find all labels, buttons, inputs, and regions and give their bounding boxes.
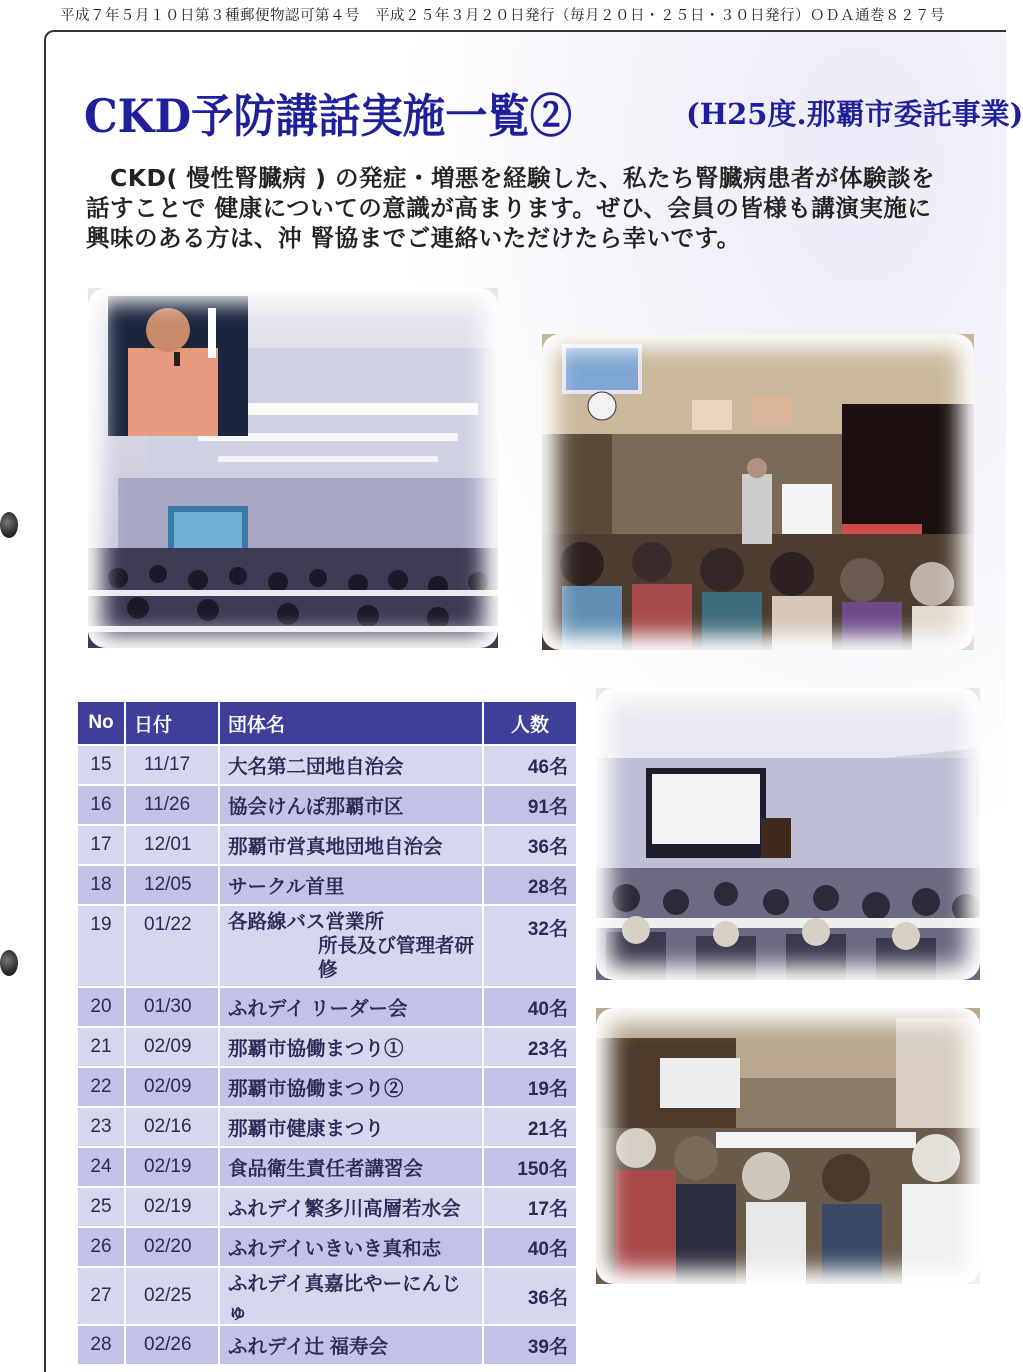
cell-date: 02/09 xyxy=(125,1027,219,1067)
page-title xyxy=(84,80,1023,150)
cell-count: 91名 xyxy=(483,785,577,825)
cell-no: 25 xyxy=(77,1187,125,1227)
lecture-hall-illustration xyxy=(88,288,498,648)
header-date: 日付 xyxy=(125,701,219,745)
header-org: 団体名 xyxy=(219,701,483,745)
postal-header: 平成７年５月１０日第３種郵便物認可第４号 平成２５年３月２０日発行（毎月２０日・２５日・３０日発行）ＯＤＡ通巻８２７号 xyxy=(60,8,945,24)
cell-count: 23名 xyxy=(483,1027,577,1067)
cell-no: 28 xyxy=(77,1325,125,1365)
cell-date: 02/19 xyxy=(125,1147,219,1187)
cell-date: 02/25 xyxy=(125,1267,219,1325)
cell-org: ふれデイ辻 福寿会 xyxy=(219,1325,483,1365)
cell-org: ふれデイ真嘉比やーにんじゅ xyxy=(219,1267,483,1325)
cell-no: 24 xyxy=(77,1147,125,1187)
meeting-hall-illustration xyxy=(596,688,980,980)
binder-hole-top xyxy=(0,512,18,538)
cell-date: 12/01 xyxy=(125,825,219,865)
cell-date: 02/26 xyxy=(125,1325,219,1365)
cell-no: 27 xyxy=(77,1267,125,1325)
cell-no: 21 xyxy=(77,1027,125,1067)
cell-no: 23 xyxy=(77,1107,125,1147)
cell-org: 那覇市協働まつり① xyxy=(219,1027,483,1067)
header-no: No xyxy=(77,701,125,745)
title-sub: (H25度.那覇市委託事業) xyxy=(686,97,1023,131)
cell-no: 16 xyxy=(77,785,125,825)
cell-no: 19 xyxy=(77,905,125,987)
cell-org: 協会けんぽ那覇市区 xyxy=(219,785,483,825)
intro-line: CKD( 慢性腎臓病 ) の発症・増悪を経験した、私たち腎臓病患者が体験談を xyxy=(86,164,935,192)
cell-date: 12/05 xyxy=(125,865,219,905)
table-row xyxy=(77,1027,577,1067)
cell-date: 11/26 xyxy=(125,785,219,825)
table-row xyxy=(77,905,577,987)
cell-org: 食品衛生責任者講習会 xyxy=(219,1147,483,1187)
table-row xyxy=(77,1147,577,1187)
table-row xyxy=(77,1227,577,1267)
photo-community-room xyxy=(542,334,974,650)
cell-org xyxy=(219,905,483,987)
cell-org: 那覇市営真地団地自治会 xyxy=(219,825,483,865)
cell-date: 01/22 xyxy=(125,905,219,987)
table-row xyxy=(77,1187,577,1227)
cell-no: 20 xyxy=(77,987,125,1027)
lecture-table xyxy=(76,700,578,1366)
cell-date: 02/19 xyxy=(125,1187,219,1227)
cell-org: ふれデイ繁多川高層若水会 xyxy=(219,1187,483,1227)
cell-org-line2: 所長及び管理者研修 xyxy=(318,935,475,981)
cell-count: 150名 xyxy=(483,1147,577,1187)
cell-date: 02/09 xyxy=(125,1067,219,1107)
cell-org: ふれデイ リーダー会 xyxy=(219,987,483,1027)
cell-no: 15 xyxy=(77,745,125,785)
table-row xyxy=(77,1325,577,1365)
cell-org: 那覇市協働まつり② xyxy=(219,1067,483,1107)
cell-no: 18 xyxy=(77,865,125,905)
cell-count: 32名 xyxy=(483,905,577,987)
intro-text xyxy=(86,163,966,253)
cell-date: 01/30 xyxy=(125,987,219,1027)
table-row xyxy=(77,987,577,1027)
intro-line: 興味のある方は、沖 腎協までご連絡いただけたら幸いです。 xyxy=(86,224,741,252)
cell-count: 21名 xyxy=(483,1107,577,1147)
cell-count: 36名 xyxy=(483,825,577,865)
photo-lecture-hall xyxy=(88,288,498,648)
cell-count: 19名 xyxy=(483,1067,577,1107)
community-room-illustration xyxy=(542,334,974,650)
photo-meeting-hall xyxy=(596,688,980,980)
cell-no: 17 xyxy=(77,825,125,865)
intro-line: 話すことで 健康についての意識が高まります。ぜひ、会員の皆様も講演実施に xyxy=(86,194,932,222)
photo-community-center xyxy=(596,1008,980,1284)
community-center-illustration xyxy=(596,1008,980,1284)
cell-org: サークル首里 xyxy=(219,865,483,905)
table-row xyxy=(77,1107,577,1147)
cell-count: 40名 xyxy=(483,987,577,1027)
table-row xyxy=(77,1267,577,1325)
cell-org: 大名第二団地自治会 xyxy=(219,745,483,785)
cell-date: 11/17 xyxy=(125,745,219,785)
table-row xyxy=(77,825,577,865)
cell-count: 36名 xyxy=(483,1267,577,1325)
cell-count: 17名 xyxy=(483,1187,577,1227)
table-header-row xyxy=(77,701,577,745)
cell-no: 22 xyxy=(77,1067,125,1107)
cell-date: 02/16 xyxy=(125,1107,219,1147)
table-row xyxy=(77,745,577,785)
cell-count: 46名 xyxy=(483,745,577,785)
binder-hole-bottom xyxy=(0,950,18,976)
cell-org: 那覇市健康まつり xyxy=(219,1107,483,1147)
cell-count: 28名 xyxy=(483,865,577,905)
cell-date: 02/20 xyxy=(125,1227,219,1267)
header-count: 人数 xyxy=(483,701,577,745)
cell-org-line1: 各路線バス営業所 xyxy=(228,911,385,933)
cell-org: ふれデイいきいき真和志 xyxy=(219,1227,483,1267)
table-row xyxy=(77,785,577,825)
cell-count: 40名 xyxy=(483,1227,577,1267)
cell-no: 26 xyxy=(77,1227,125,1267)
title-main: CKD予防講話実施一覧② xyxy=(84,89,573,143)
table-row xyxy=(77,1067,577,1107)
cell-count: 39名 xyxy=(483,1325,577,1365)
table-row xyxy=(77,865,577,905)
